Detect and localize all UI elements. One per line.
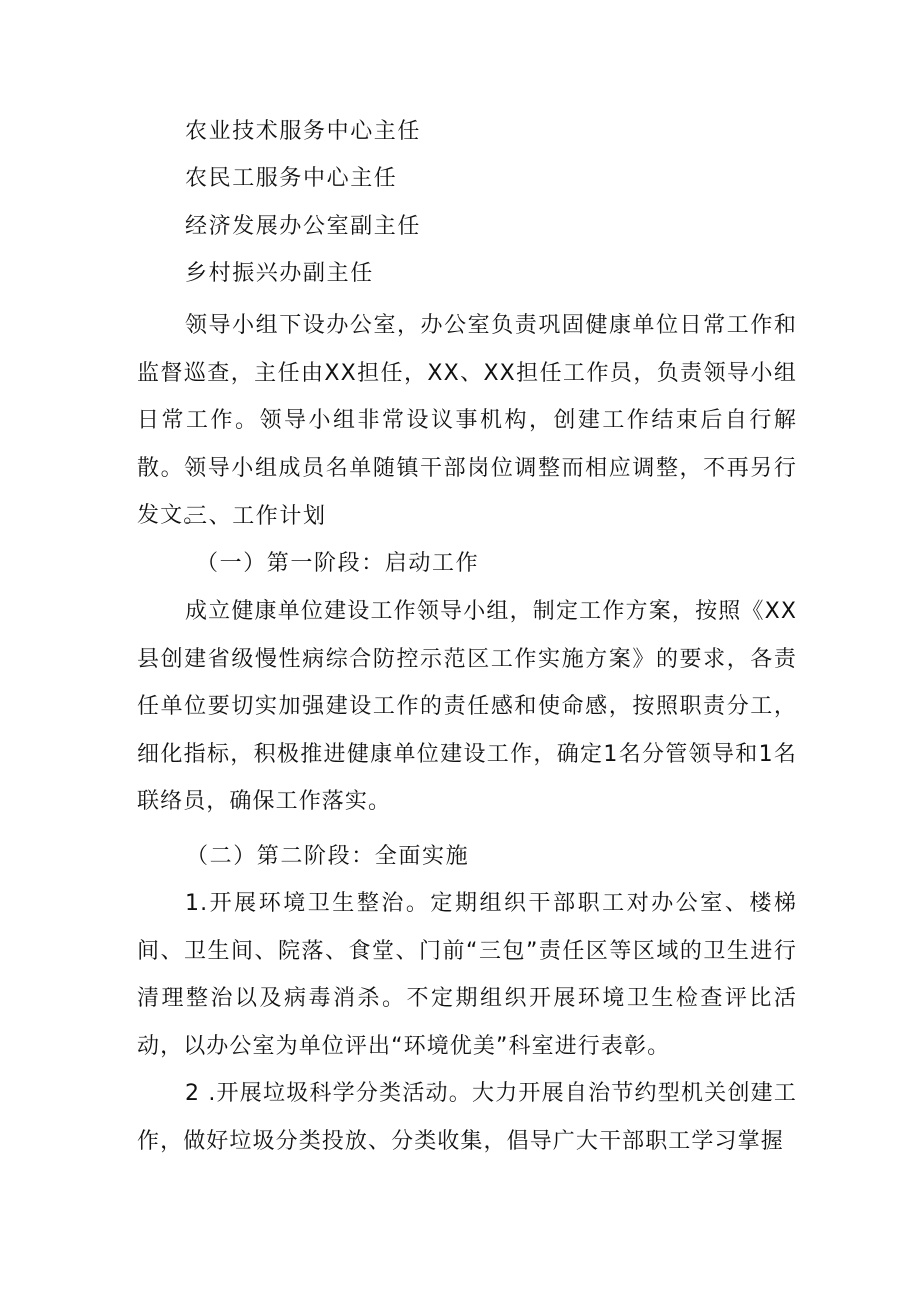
member-line: 农民工服务中心主任	[185, 166, 398, 191]
stage-heading: （一）第一阶段：启动工作	[196, 551, 480, 576]
item-paragraph: 1.开展环境卫生整治。定期组织干部职工对办公室、楼梯间、卫生间、院落、食堂、门前“三包”责任区等区域的卫生进行清理整治以及病毒消杀。不定期组织开展环境卫生检查评比活动，以办公室为单位评出“环境优美”科室进行表彰。	[137, 891, 797, 1059]
item-paragraph: 2 .开展垃圾科学分类活动。大力开展自治节约型机关创建工作，做好垃圾分类投放、分类收集，倡导广大干部职工学习掌握	[137, 1081, 797, 1154]
stage-heading: （二）第二阶段：全面实施	[186, 844, 470, 869]
member-line: 经济发展办公室副主任	[185, 214, 422, 239]
stage1-paragraph: 成立健康单位建设工作领导小组，制定工作方案，按照《XX县创建省级慢性病综合防控示范区工作实施方案》的要求，各责任单位要切实加强建设工作的责任感和使命感，按照职责分工，细化指标，积极推进健康单位建设工作，确定1名分管领导和1名联络员，确保工作落实。	[137, 599, 797, 814]
member-line: 乡村振兴办副主任	[185, 261, 374, 286]
section-heading: 三、工作计划	[185, 504, 327, 529]
office-paragraph: 领导小组下设办公室，办公室负责巩固健康单位日常工作和监督巡查，主任由XX担任，XX、XX担任工作员，负责领导小组日常工作。领导小组非常设议事机构，创建工作结束后自行解散。领导小组成员名单随镇干部岗位调整而相应调整，不再另行发文。	[137, 313, 797, 528]
member-line: 农业技术服务中心主任	[185, 119, 422, 144]
